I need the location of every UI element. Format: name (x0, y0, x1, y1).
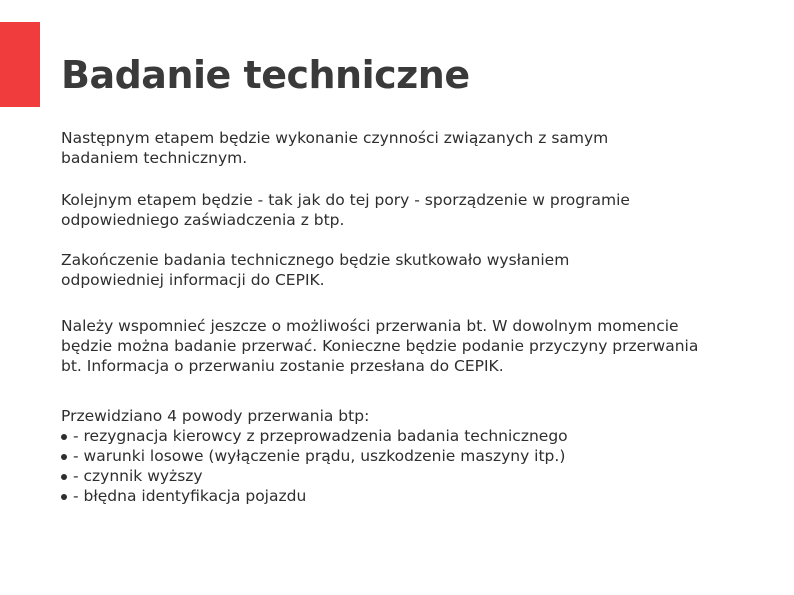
paragraph-cepik-info: Zakończenie badania technicznego będzie skutkowało wysłaniem odpowiedniej informacji do CEPIK. (61, 251, 570, 289)
bullet-icon (61, 494, 67, 500)
bullet-icon (61, 454, 67, 460)
list-intro: Przewidziano 4 powody przerwania btp: (61, 407, 370, 425)
list-item (61, 486, 568, 506)
interruption-reasons (61, 406, 568, 506)
list-item-text: - czynnik wyższy (73, 467, 203, 485)
accent-bar (0, 22, 40, 107)
bullet-icon (61, 434, 67, 440)
reasons-list (61, 426, 568, 506)
list-item (61, 446, 568, 466)
bullet-icon (61, 474, 67, 480)
paragraph-interruption: Należy wspomnieć jeszcze o możliwości przerwania bt. W dowolnym momencie będzie można badanie przerwać. Konieczne będzie podanie przyczyny przerwania bt. Informacja o przerwaniu zostanie przesłana do CEPIK. (61, 317, 699, 375)
list-item (61, 466, 568, 486)
list-item-text: - błędna identyfikacja pojazdu (73, 487, 307, 505)
list-item (61, 426, 568, 446)
slide-title: Badanie techniczne (61, 53, 470, 97)
list-item-text: - rezygnacja kierowcy z przeprowadzenia badania technicznego (73, 427, 568, 445)
paragraph-next-step: Następnym etapem będzie wykonanie czynności związanych z samym badaniem technicznym. (61, 129, 609, 167)
paragraph-certificate: Kolejnym etapem będzie - tak jak do tej pory - sporządzenie w programie odpowiedniego zaświadczenia z btp. (61, 191, 630, 229)
list-item-text: - warunki losowe (wyłączenie prądu, uszkodzenie maszyny itp.) (73, 447, 566, 465)
